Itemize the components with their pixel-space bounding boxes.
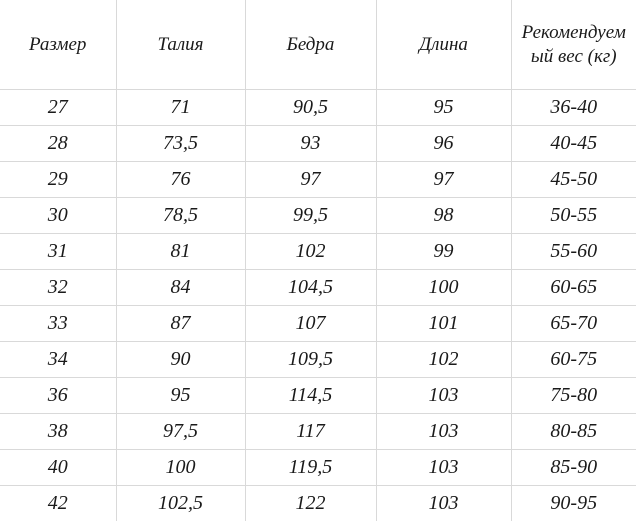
weight-cell: 40-45 bbox=[511, 126, 636, 162]
waist-cell: 81 bbox=[116, 234, 245, 270]
table-row bbox=[0, 126, 636, 162]
hips-cell: 119,5 bbox=[245, 450, 376, 486]
table-row bbox=[0, 342, 636, 378]
header-size bbox=[0, 0, 116, 90]
table-row bbox=[0, 486, 636, 521]
weight-cell: 75-80 bbox=[511, 378, 636, 414]
waist-cell: 71 bbox=[116, 90, 245, 126]
table-row bbox=[0, 234, 636, 270]
weight-cell: 90-95 bbox=[511, 486, 636, 521]
hips-cell: 102 bbox=[245, 234, 376, 270]
header-length bbox=[376, 0, 511, 90]
hips-cell: 90,5 bbox=[245, 90, 376, 126]
waist-cell: 100 bbox=[116, 450, 245, 486]
size-cell: 42 bbox=[0, 486, 116, 521]
weight-cell: 55-60 bbox=[511, 234, 636, 270]
weight-cell: 80-85 bbox=[511, 414, 636, 450]
weight-cell: 36-40 bbox=[511, 90, 636, 126]
size-cell: 27 bbox=[0, 90, 116, 126]
table-row bbox=[0, 450, 636, 486]
size-cell: 28 bbox=[0, 126, 116, 162]
weight-cell: 85-90 bbox=[511, 450, 636, 486]
waist-cell: 95 bbox=[116, 378, 245, 414]
hips-cell: 109,5 bbox=[245, 342, 376, 378]
header-recommended-weight bbox=[511, 0, 636, 90]
waist-cell: 102,5 bbox=[116, 486, 245, 521]
weight-cell: 65-70 bbox=[511, 306, 636, 342]
hips-cell: 122 bbox=[245, 486, 376, 521]
length-cell: 96 bbox=[376, 126, 511, 162]
length-cell: 100 bbox=[376, 270, 511, 306]
waist-cell: 90 bbox=[116, 342, 245, 378]
length-cell: 103 bbox=[376, 414, 511, 450]
length-cell: 103 bbox=[376, 450, 511, 486]
header-weight-label: Рекомендуемый вес (кг) bbox=[518, 21, 630, 69]
length-cell: 103 bbox=[376, 486, 511, 521]
weight-cell: 50-55 bbox=[511, 198, 636, 234]
header-hips bbox=[245, 0, 376, 90]
size-cell: 33 bbox=[0, 306, 116, 342]
waist-cell: 97,5 bbox=[116, 414, 245, 450]
table-row bbox=[0, 270, 636, 306]
length-cell: 101 bbox=[376, 306, 511, 342]
size-cell: 29 bbox=[0, 162, 116, 198]
length-cell: 97 bbox=[376, 162, 511, 198]
header-size-label: Размер bbox=[29, 33, 86, 57]
size-cell: 31 bbox=[0, 234, 116, 270]
waist-cell: 84 bbox=[116, 270, 245, 306]
table-row bbox=[0, 162, 636, 198]
hips-cell: 114,5 bbox=[245, 378, 376, 414]
size-cell: 32 bbox=[0, 270, 116, 306]
waist-cell: 78,5 bbox=[116, 198, 245, 234]
table-header bbox=[0, 0, 636, 90]
length-cell: 102 bbox=[376, 342, 511, 378]
hips-cell: 93 bbox=[245, 126, 376, 162]
size-cell: 36 bbox=[0, 378, 116, 414]
table-row bbox=[0, 378, 636, 414]
header-row bbox=[0, 0, 636, 90]
header-waist-label: Талия bbox=[158, 33, 204, 57]
hips-cell: 99,5 bbox=[245, 198, 376, 234]
table-row bbox=[0, 306, 636, 342]
waist-cell: 76 bbox=[116, 162, 245, 198]
hips-cell: 117 bbox=[245, 414, 376, 450]
length-cell: 95 bbox=[376, 90, 511, 126]
length-cell: 103 bbox=[376, 378, 511, 414]
table-row bbox=[0, 198, 636, 234]
hips-cell: 97 bbox=[245, 162, 376, 198]
table-row bbox=[0, 90, 636, 126]
size-cell: 34 bbox=[0, 342, 116, 378]
size-cell: 30 bbox=[0, 198, 116, 234]
size-cell: 38 bbox=[0, 414, 116, 450]
table-body bbox=[0, 90, 636, 521]
weight-cell: 60-65 bbox=[511, 270, 636, 306]
header-waist bbox=[116, 0, 245, 90]
table-row bbox=[0, 414, 636, 450]
header-length-label: Длина bbox=[419, 33, 468, 57]
length-cell: 99 bbox=[376, 234, 511, 270]
header-hips-label: Бедра bbox=[287, 33, 335, 57]
weight-cell: 60-75 bbox=[511, 342, 636, 378]
hips-cell: 104,5 bbox=[245, 270, 376, 306]
size-cell: 40 bbox=[0, 450, 116, 486]
weight-cell: 45-50 bbox=[511, 162, 636, 198]
hips-cell: 107 bbox=[245, 306, 376, 342]
waist-cell: 73,5 bbox=[116, 126, 245, 162]
length-cell: 98 bbox=[376, 198, 511, 234]
waist-cell: 87 bbox=[116, 306, 245, 342]
